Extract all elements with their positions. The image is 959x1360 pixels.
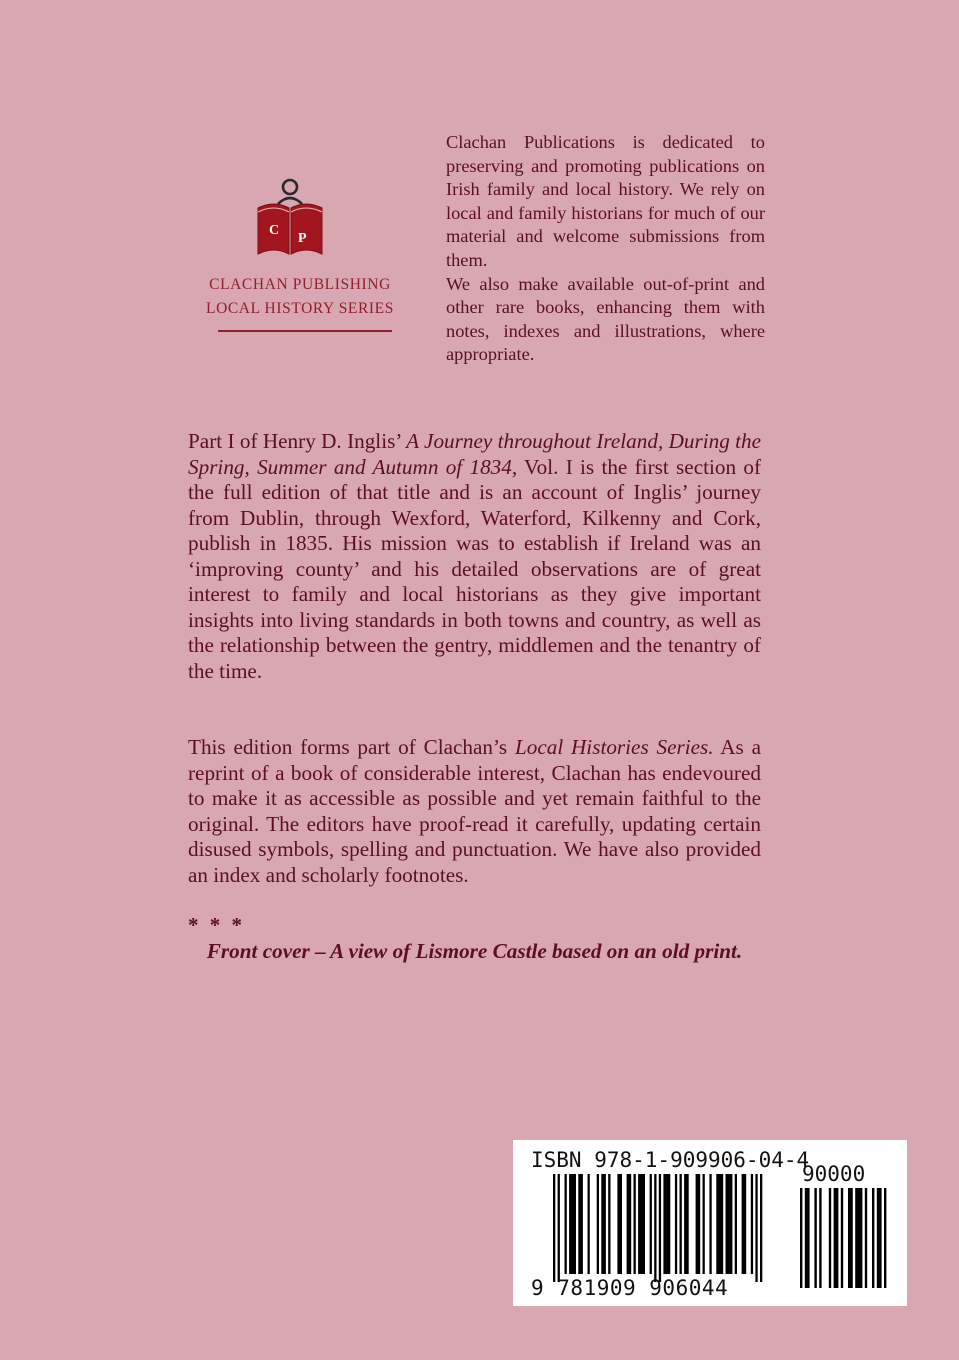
addon-bar (855, 1188, 862, 1288)
addon-bar (872, 1188, 874, 1288)
cover-caption: Front cover – A view of Lismore Castle based on an old print. (206, 939, 743, 963)
barcode-bar (565, 1174, 567, 1274)
addon-bar (819, 1188, 821, 1288)
publisher-logo (188, 140, 412, 372)
addon-bar (829, 1188, 831, 1288)
addon-bar (865, 1188, 867, 1288)
barcode-bar (675, 1174, 677, 1274)
intro-paragraph-2: We also make available out-of-print and other rare books, enhancing them with notes, indexes and illustrations, where appropriate. (446, 273, 765, 365)
barcode-bar (742, 1174, 747, 1274)
barcode-bar (553, 1174, 555, 1282)
barcode-bar (716, 1174, 723, 1274)
addon-bar (877, 1188, 882, 1288)
barcode-bar (735, 1174, 737, 1274)
addon-bar (884, 1188, 886, 1288)
description-paragraph-2 (188, 735, 761, 888)
barcode-bar (709, 1174, 711, 1274)
series-title: Local Histories Series. (514, 735, 714, 759)
barcode-bar (627, 1174, 632, 1274)
barcode-bar (696, 1174, 701, 1274)
logo-letter-c: C (269, 223, 280, 238)
section-divider-stars: * * * (188, 913, 245, 937)
barcode-bar (684, 1174, 689, 1274)
barcode-bar (703, 1174, 705, 1274)
logo-divider (218, 330, 392, 332)
barcode-digits: 9 781909 906044 (531, 1276, 729, 1300)
addon-bar (848, 1188, 853, 1288)
addon-bar (841, 1188, 843, 1288)
price-addon-bars (800, 1188, 890, 1296)
book-title: A Journey throughout Ireland, During the Spring, Summer and Autumn of 1834, (188, 429, 762, 479)
p2-lead: This edition forms part of Clachan’s (188, 735, 515, 759)
barcode-bar (601, 1174, 606, 1274)
open-book-reader-icon (254, 178, 326, 260)
barcode-bar (597, 1174, 599, 1274)
publisher-intro (446, 131, 765, 367)
barcode-bar (760, 1174, 762, 1282)
addon-bar (800, 1188, 802, 1288)
barcode-bar (751, 1174, 753, 1274)
barcode-bar (608, 1174, 610, 1274)
isbn-label: ISBN 978-1-909906-04-4 (531, 1148, 810, 1172)
barcode-bar (578, 1174, 583, 1274)
price-addon-digits: 90000 (802, 1162, 866, 1186)
addon-bar (805, 1188, 810, 1288)
p1-lead: Part I of Henry D. Inglis’ (188, 429, 407, 453)
intro-paragraph-1: Clachan Publications is dedicated to preserving and promoting publications on Irish family and local history. We rely on local and family historians for much of our material and welcome submissions from them. (446, 132, 765, 270)
barcode-bar (663, 1174, 670, 1274)
barcode-bar (659, 1174, 661, 1282)
p1-rest: Vol. I is the first section of the full edition of that title and is an account of Inglis’ journey from Dublin, through Wexford, Waterford, Kilkenny and Cork, publish in 1835. His mission was to establish if Ireland was an ‘improving county’ and his detailed observations are of great interest to family and local historians as they give important insights into living standards in both towns and country, as well as the relationship between the gentry, middlemen and the tenantry of the time. (188, 454, 761, 683)
barcode-bar (569, 1174, 576, 1274)
barcode-bar (617, 1174, 622, 1274)
barcode-bar (726, 1174, 733, 1274)
barcode-bar (650, 1174, 652, 1274)
barcode-bar (558, 1174, 560, 1282)
barcode-bar (588, 1174, 590, 1274)
p2-rest: As a reprint of a book of considerable interest, Clachan has endevoured to make it as accessible as possible and yet remain faithful to the original. The editors have proof-read it carefully, updating certain disused symbols, spelling and punctuation. We have also provided an index and scholarly footnotes. (188, 735, 761, 887)
barcode-bar (634, 1174, 636, 1274)
description-paragraph-1 (188, 429, 761, 684)
barcode-bar (680, 1174, 682, 1274)
logo-letter-p: P (298, 231, 307, 246)
barcode-bar (755, 1174, 757, 1282)
barcode-bar (638, 1174, 645, 1274)
barcode-bar (654, 1174, 656, 1282)
logo-publisher-name: CLACHAN PUBLISHING (209, 276, 391, 293)
barcode-bars (553, 1174, 767, 1282)
addon-bar (834, 1188, 839, 1288)
addon-bar (814, 1188, 816, 1288)
logo-series-name: LOCAL HISTORY SERIES (206, 300, 394, 317)
isbn-barcode (513, 1140, 907, 1306)
